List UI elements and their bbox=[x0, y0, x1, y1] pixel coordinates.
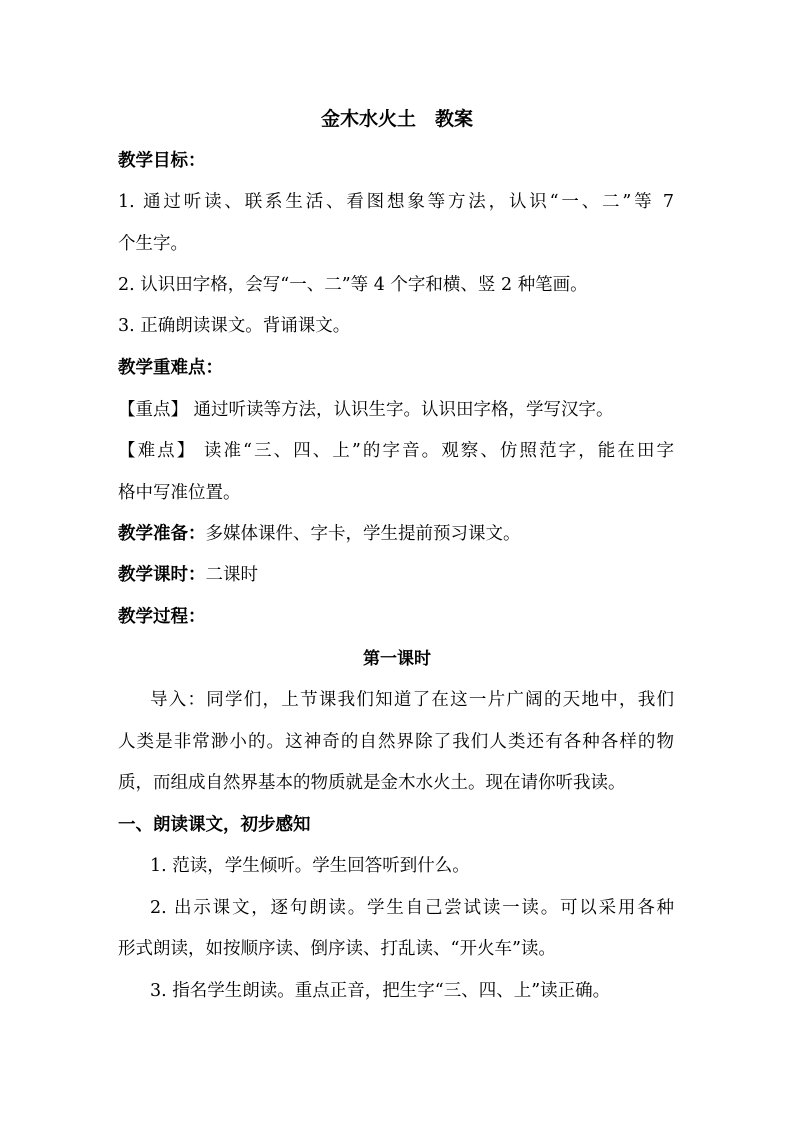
intro-line-1: 导入：同学们，上节课我们知道了在这一片广阔的天地中，我们 bbox=[150, 690, 674, 710]
step-2-line-2: 形式朗读，如按顺序读、倒序读、打乱读、“开火车”读。 bbox=[118, 939, 556, 959]
preparation-text: 多媒体课件、字卡，学生提前预习课文。 bbox=[205, 524, 521, 544]
section-1-heading: 一、朗读课文，初步感知 bbox=[118, 815, 311, 835]
objective-item-3: 3. 正确朗读课文。背诵课文。 bbox=[118, 316, 351, 336]
class-hours-row bbox=[118, 563, 258, 587]
step-3: 3. 指名学生朗读。重点正音，把生字“三、四、上”读正确。 bbox=[150, 981, 611, 1001]
objective-item-1-line-1: 1. 通过听读、联系生活、看图想象等方法，认识“一、二”等 7 bbox=[118, 192, 674, 212]
key-points-heading: 教学重难点： bbox=[118, 358, 223, 378]
key-point-text: 【重点】 通过听读等方法，认识生字。认识田字格，学写汉字。 bbox=[118, 400, 614, 420]
objective-item-2: 2. 认识田字格，会写“一、二”等 4 个字和横、竖 2 种笔画。 bbox=[118, 275, 588, 295]
lesson-title: 第一课时 bbox=[363, 649, 431, 669]
document-title: 金木水火土 教案 bbox=[320, 108, 473, 130]
objectives-heading: 教学目标： bbox=[118, 151, 206, 171]
preparation-label: 教学准备： bbox=[118, 524, 206, 544]
difficult-point-line-1: 【难点】 读准“三、四、上”的字音。观察、仿照范字，能在田字 bbox=[118, 441, 674, 461]
step-1: 1. 范读，学生倾听。学生回答听到什么。 bbox=[150, 856, 470, 876]
difficult-point-line-2: 格中写准位置。 bbox=[118, 483, 241, 503]
process-heading: 教学过程： bbox=[118, 607, 206, 627]
intro-line-3: 质，而组成自然界基本的物质就是金木水火土。现在请你听我读。 bbox=[118, 773, 626, 793]
step-2-line-1: 2. 出示课文，逐句朗读。学生自己尝试读一读。可以采用各种 bbox=[150, 898, 674, 918]
intro-line-2: 人类是非常渺小的。这神奇的自然界除了我们人类还有各种各样的物 bbox=[118, 732, 674, 752]
preparation-row bbox=[118, 522, 521, 546]
class-hours-text: 二课时 bbox=[205, 565, 258, 585]
class-hours-label: 教学课时： bbox=[118, 565, 206, 585]
objective-item-1-line-2: 个生字。 bbox=[118, 234, 188, 254]
